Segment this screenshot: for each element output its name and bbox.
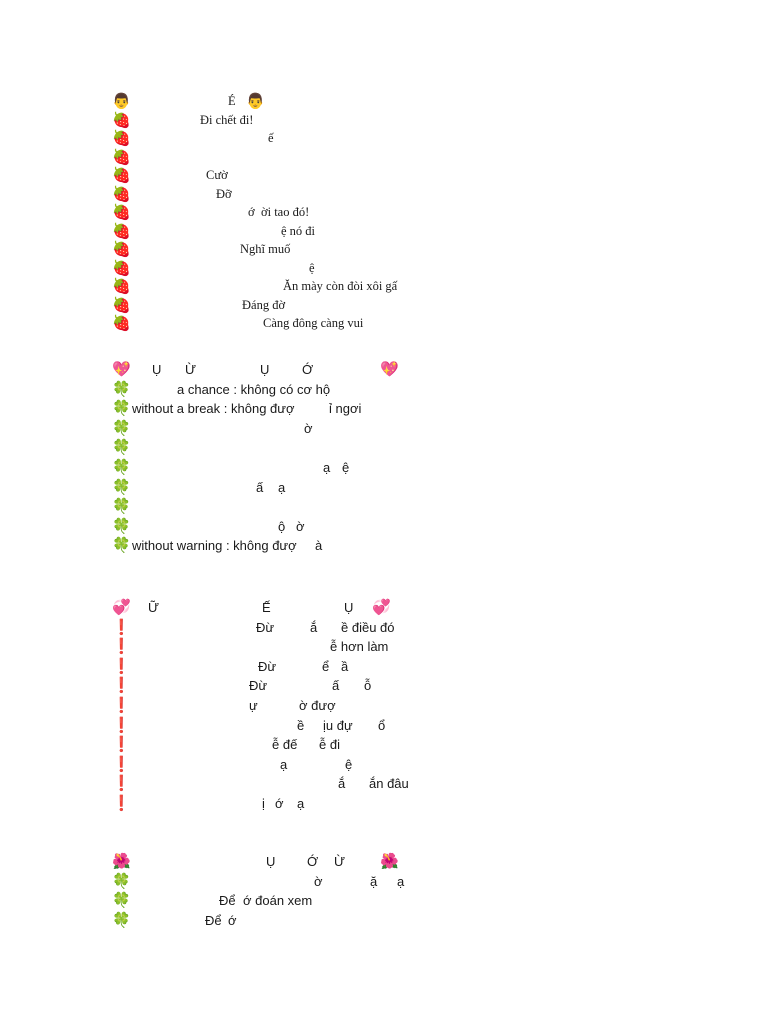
strawberry-icon: 🍓: [112, 110, 131, 129]
line-fragment: a chance : không có cơ hộ: [177, 381, 331, 397]
line-fragment: ạ: [278, 479, 286, 495]
heart-icon: 💖: [112, 360, 131, 378]
line-fragment: ị: [262, 796, 265, 811]
text-line: [0, 716, 768, 735]
text-line: [0, 92, 768, 111]
clover-icon: 🍀: [112, 379, 131, 398]
line-fragment: Ụ: [344, 600, 354, 615]
exclamation-icon: ❗: [112, 656, 131, 675]
line-fragment: Đừ: [256, 619, 275, 635]
line-fragment: ạ: [280, 756, 288, 772]
line-fragment: ấ: [256, 479, 264, 495]
text-line: [0, 296, 768, 315]
text-line: [0, 618, 768, 637]
line-fragment: Ăn mày còn đòi xôi gấ: [283, 279, 398, 293]
text-line: [0, 148, 768, 167]
line-fragment: ờ: [304, 420, 313, 436]
exclamation-icon: ❗: [112, 617, 131, 636]
man-face-icon: 👨: [112, 92, 131, 110]
exclamation-icon: ❗: [112, 676, 131, 695]
text-line: [0, 277, 768, 296]
clover-icon: 🍀: [112, 516, 131, 535]
line-fragment: ỗ: [364, 678, 372, 694]
line-fragment: Đừ: [249, 678, 268, 694]
line-fragment: ệ: [309, 260, 315, 275]
line-fragment: ề: [297, 717, 305, 733]
line-fragment: Đi chết đi!: [200, 112, 254, 127]
line-fragment: à: [315, 538, 323, 554]
line-fragment: Ụ: [260, 362, 270, 377]
strawberry-icon: 🍓: [112, 166, 131, 184]
strawberry-icon: 🍓: [112, 147, 131, 166]
text-line: [0, 497, 768, 516]
text-line: [0, 676, 768, 695]
line-fragment: Để: [205, 912, 222, 928]
strawberry-icon: 🍓: [112, 203, 131, 221]
line-fragment: ễ đế: [272, 737, 298, 753]
line-fragment: 💞: [372, 598, 391, 616]
clover-icon: 🍀: [112, 418, 131, 437]
line-fragment: ạ: [397, 873, 405, 889]
text-line: [0, 203, 768, 222]
line-fragment: ỉ ngơi: [329, 401, 362, 417]
line-fragment: ớ: [275, 796, 284, 811]
line-fragment: É: [228, 94, 236, 108]
strawberry-icon: 🍓: [112, 184, 131, 203]
text-line: [0, 696, 768, 715]
line-fragment: Càng đông càng vui: [263, 316, 364, 330]
line-fragment: ộ: [278, 518, 286, 534]
exclamation-icon: ❗: [112, 794, 131, 812]
line-fragment: ễ đi: [319, 737, 340, 753]
line-fragment: Ữ: [148, 600, 160, 615]
line-fragment: Ớ: [302, 362, 314, 377]
text-line: [0, 399, 768, 418]
line-fragment: ớ: [228, 912, 237, 928]
text-line: [0, 536, 768, 555]
text-line: [0, 185, 768, 204]
line-fragment: ệ: [345, 756, 353, 772]
strawberry-icon: 🍓: [112, 129, 131, 147]
text-line: [0, 458, 768, 477]
line-fragment: ầ: [341, 658, 349, 674]
text-line: [0, 872, 768, 891]
line-fragment: ắ: [338, 776, 346, 792]
line-fragment: ờ: [296, 518, 305, 534]
text-line: [0, 852, 768, 871]
exclamation-icon: ❗: [112, 735, 131, 754]
clover-icon: 🍀: [112, 910, 131, 929]
line-fragment: ễ hơn làm: [330, 639, 389, 655]
line-fragment: 🌺: [380, 852, 399, 870]
text-line: [0, 314, 768, 333]
line-fragment: Ừ: [185, 362, 197, 377]
text-line: [0, 166, 768, 185]
line-fragment: ịu đự: [323, 717, 353, 733]
text-line: [0, 380, 768, 399]
line-fragment: Ớ: [307, 854, 319, 869]
text-line: [0, 517, 768, 536]
line-fragment: 👨: [246, 92, 265, 110]
exclamation-icon: ❗: [112, 637, 131, 656]
strawberry-icon: 🍓: [112, 295, 131, 314]
clover-icon: 🍀: [112, 497, 131, 516]
text-line: [0, 657, 768, 676]
line-fragment: Đỡ: [216, 186, 232, 201]
text-line: [0, 891, 768, 910]
line-fragment: ớ đoán xem: [243, 893, 313, 909]
line-fragment: ấ: [332, 678, 340, 694]
text-line: [0, 259, 768, 278]
exclamation-icon: ❗: [112, 696, 131, 714]
line-fragment: ệ: [342, 460, 350, 475]
line-fragment: ệ nó đi: [281, 223, 316, 238]
text-line: [0, 794, 768, 813]
line-fragment: Cườ: [206, 168, 228, 182]
clover-icon: 🍀: [112, 477, 131, 496]
text-line: [0, 111, 768, 130]
text-line: [0, 419, 768, 438]
text-line: [0, 735, 768, 754]
line-fragment: ờ: [314, 873, 323, 889]
line-fragment: without a break : không đượ: [132, 401, 295, 417]
clover-icon: 🍀: [112, 871, 131, 890]
strawberry-icon: 🍓: [112, 240, 131, 258]
text-line: [0, 478, 768, 497]
line-fragment: ời tao đó!: [261, 205, 310, 219]
line-fragment: ờ đượ: [299, 698, 336, 713]
text-line: [0, 637, 768, 656]
clover-icon: 🍀: [112, 891, 131, 910]
line-fragment: Nghĩ muố: [240, 242, 291, 256]
line-fragment: ề điều đó: [341, 619, 395, 635]
strawberry-icon: 🍓: [112, 277, 131, 295]
line-fragment: ổ: [378, 717, 386, 733]
line-fragment: ạ: [323, 460, 331, 475]
exclamation-icon: ❗: [112, 774, 131, 793]
text-line: [0, 911, 768, 930]
line-fragment: Ụ: [266, 854, 276, 869]
line-fragment: Để: [219, 893, 236, 909]
line-fragment: ắ: [310, 619, 318, 635]
line-fragment: ế: [268, 131, 274, 145]
text-line: [0, 774, 768, 793]
line-fragment: Ế: [262, 600, 271, 615]
clover-icon: 🍀: [112, 458, 131, 476]
line-fragment: Đừ: [258, 658, 277, 674]
text-line: [0, 598, 768, 617]
flower-icon: 🌺: [112, 852, 131, 870]
line-fragment: ớ: [248, 205, 255, 219]
exclamation-icon: ❗: [112, 715, 131, 734]
strawberry-icon: 🍓: [112, 314, 131, 332]
text-line: [0, 222, 768, 241]
text-line: [0, 755, 768, 774]
line-fragment: ể: [322, 658, 330, 674]
hearts-icon: 💞: [112, 598, 131, 616]
line-fragment: ắn đâu: [369, 776, 409, 792]
text-line: [0, 240, 768, 259]
text-line: [0, 129, 768, 148]
line-fragment: Ừ: [334, 854, 346, 869]
text-line: [0, 360, 768, 379]
line-fragment: without warning : không đượ: [132, 538, 297, 554]
strawberry-icon: 🍓: [112, 221, 131, 240]
strawberry-icon: 🍓: [112, 258, 131, 277]
clover-icon: 🍀: [112, 438, 131, 457]
line-fragment: 💖: [380, 360, 399, 378]
line-fragment: Đáng đờ: [242, 297, 286, 312]
exclamation-icon: ❗: [112, 754, 131, 773]
clover-icon: 🍀: [112, 536, 131, 555]
clover-icon: 🍀: [112, 399, 131, 418]
line-fragment: Ụ: [152, 362, 162, 377]
line-fragment: ạ: [297, 796, 305, 811]
line-fragment: ự: [249, 698, 258, 713]
line-fragment: ặ: [370, 873, 378, 889]
text-line: [0, 438, 768, 457]
